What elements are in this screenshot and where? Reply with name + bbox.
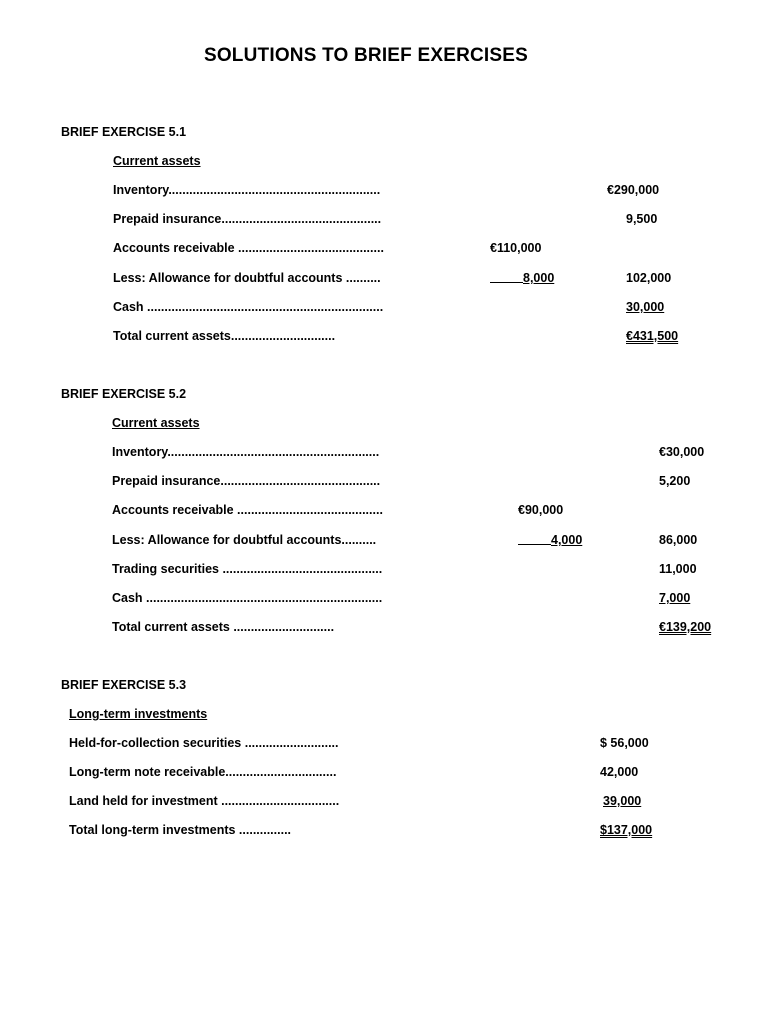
ex2-row-total xyxy=(0,620,768,638)
ex3-row-land-held xyxy=(0,794,768,812)
exercise-5-2-section-heading: Current assets xyxy=(112,416,200,430)
row-total-value: 86,000 xyxy=(659,533,698,547)
ex1-row-accounts-receivable xyxy=(0,241,768,259)
underline-rule xyxy=(518,544,551,545)
exercise-5-1-section-heading: Current assets xyxy=(113,154,201,168)
ex2-row-accounts-receivable xyxy=(0,503,768,521)
row-label: Total current assets.............................. xyxy=(113,329,336,343)
row-total-value: 9,500 xyxy=(626,212,658,226)
row-sub-value-underlined: 4,000 xyxy=(518,533,582,547)
row-label: Accounts receivable .......................................... xyxy=(113,241,384,255)
row-label: Less: Allowance for doubtful accounts.......... xyxy=(112,533,377,547)
row-label: Cash .................................................................... xyxy=(113,300,384,314)
row-label: Prepaid insurance.............................................. xyxy=(113,212,382,226)
row-total-value: 39,000 xyxy=(603,794,642,808)
ex1-row-prepaid-insurance xyxy=(0,212,768,230)
row-total-value: $ 56,000 xyxy=(600,736,649,750)
ex3-row-note-receivable xyxy=(0,765,768,783)
row-total-value: 102,000 xyxy=(626,271,672,285)
row-label: Total long-term investments ............... xyxy=(69,823,292,837)
exercise-5-3-section-heading: Long-term investments xyxy=(69,707,208,721)
row-label: Total current assets ............................. xyxy=(112,620,335,634)
row-total-value: 11,000 xyxy=(659,562,697,576)
row-total-value: €139,200 xyxy=(659,620,712,634)
row-sub-value: €110,000 xyxy=(490,241,542,255)
row-total-value: 30,000 xyxy=(626,300,665,314)
row-label: Inventory............................................................. xyxy=(112,445,380,459)
ex1-row-inventory xyxy=(0,183,768,201)
ex2-row-inventory xyxy=(0,445,768,463)
ex3-row-total xyxy=(0,823,768,841)
page-title: SOLUTIONS TO BRIEF EXERCISES xyxy=(203,45,529,66)
row-label: Held-for-collection securities ........................... xyxy=(69,736,339,750)
row-sub-value-underlined: 8,000 xyxy=(490,271,554,285)
ex1-row-allowance xyxy=(0,271,768,289)
ex2-row-allowance xyxy=(0,533,768,551)
row-sub-value: €90,000 xyxy=(518,503,564,517)
row-label: Trading securities .............................................. xyxy=(112,562,383,576)
row-label: Prepaid insurance.............................................. xyxy=(112,474,381,488)
row-total-value: $137,000 xyxy=(600,823,653,837)
row-total-value: €290,000 xyxy=(607,183,660,197)
row-label: Land held for investment .................................. xyxy=(69,794,340,808)
row-label: Inventory............................................................. xyxy=(113,183,381,197)
ex2-row-trading-securities xyxy=(0,562,768,580)
row-total-value: €30,000 xyxy=(659,445,705,459)
underline-rule xyxy=(490,282,523,283)
ex1-row-cash xyxy=(0,300,768,318)
row-total-value: €431,500 xyxy=(626,329,679,343)
row-label: Less: Allowance for doubtful accounts .......... xyxy=(113,271,381,285)
ex2-row-prepaid-insurance xyxy=(0,474,768,492)
exercise-5-2-heading: BRIEF EXERCISE 5.2 xyxy=(61,387,187,401)
exercise-5-1-heading: BRIEF EXERCISE 5.1 xyxy=(61,125,187,139)
row-label: Cash .................................................................... xyxy=(112,591,383,605)
row-total-value: 42,000 xyxy=(600,765,639,779)
row-label: Long-term note receivable................................ xyxy=(69,765,337,779)
ex2-row-cash xyxy=(0,591,768,609)
row-total-value: 5,200 xyxy=(659,474,691,488)
row-total-value: 7,000 xyxy=(659,591,691,605)
ex3-row-held-for-collection xyxy=(0,736,768,754)
row-label: Accounts receivable .......................................... xyxy=(112,503,383,517)
ex1-row-total xyxy=(0,329,768,347)
exercise-5-3-heading: BRIEF EXERCISE 5.3 xyxy=(61,678,187,692)
